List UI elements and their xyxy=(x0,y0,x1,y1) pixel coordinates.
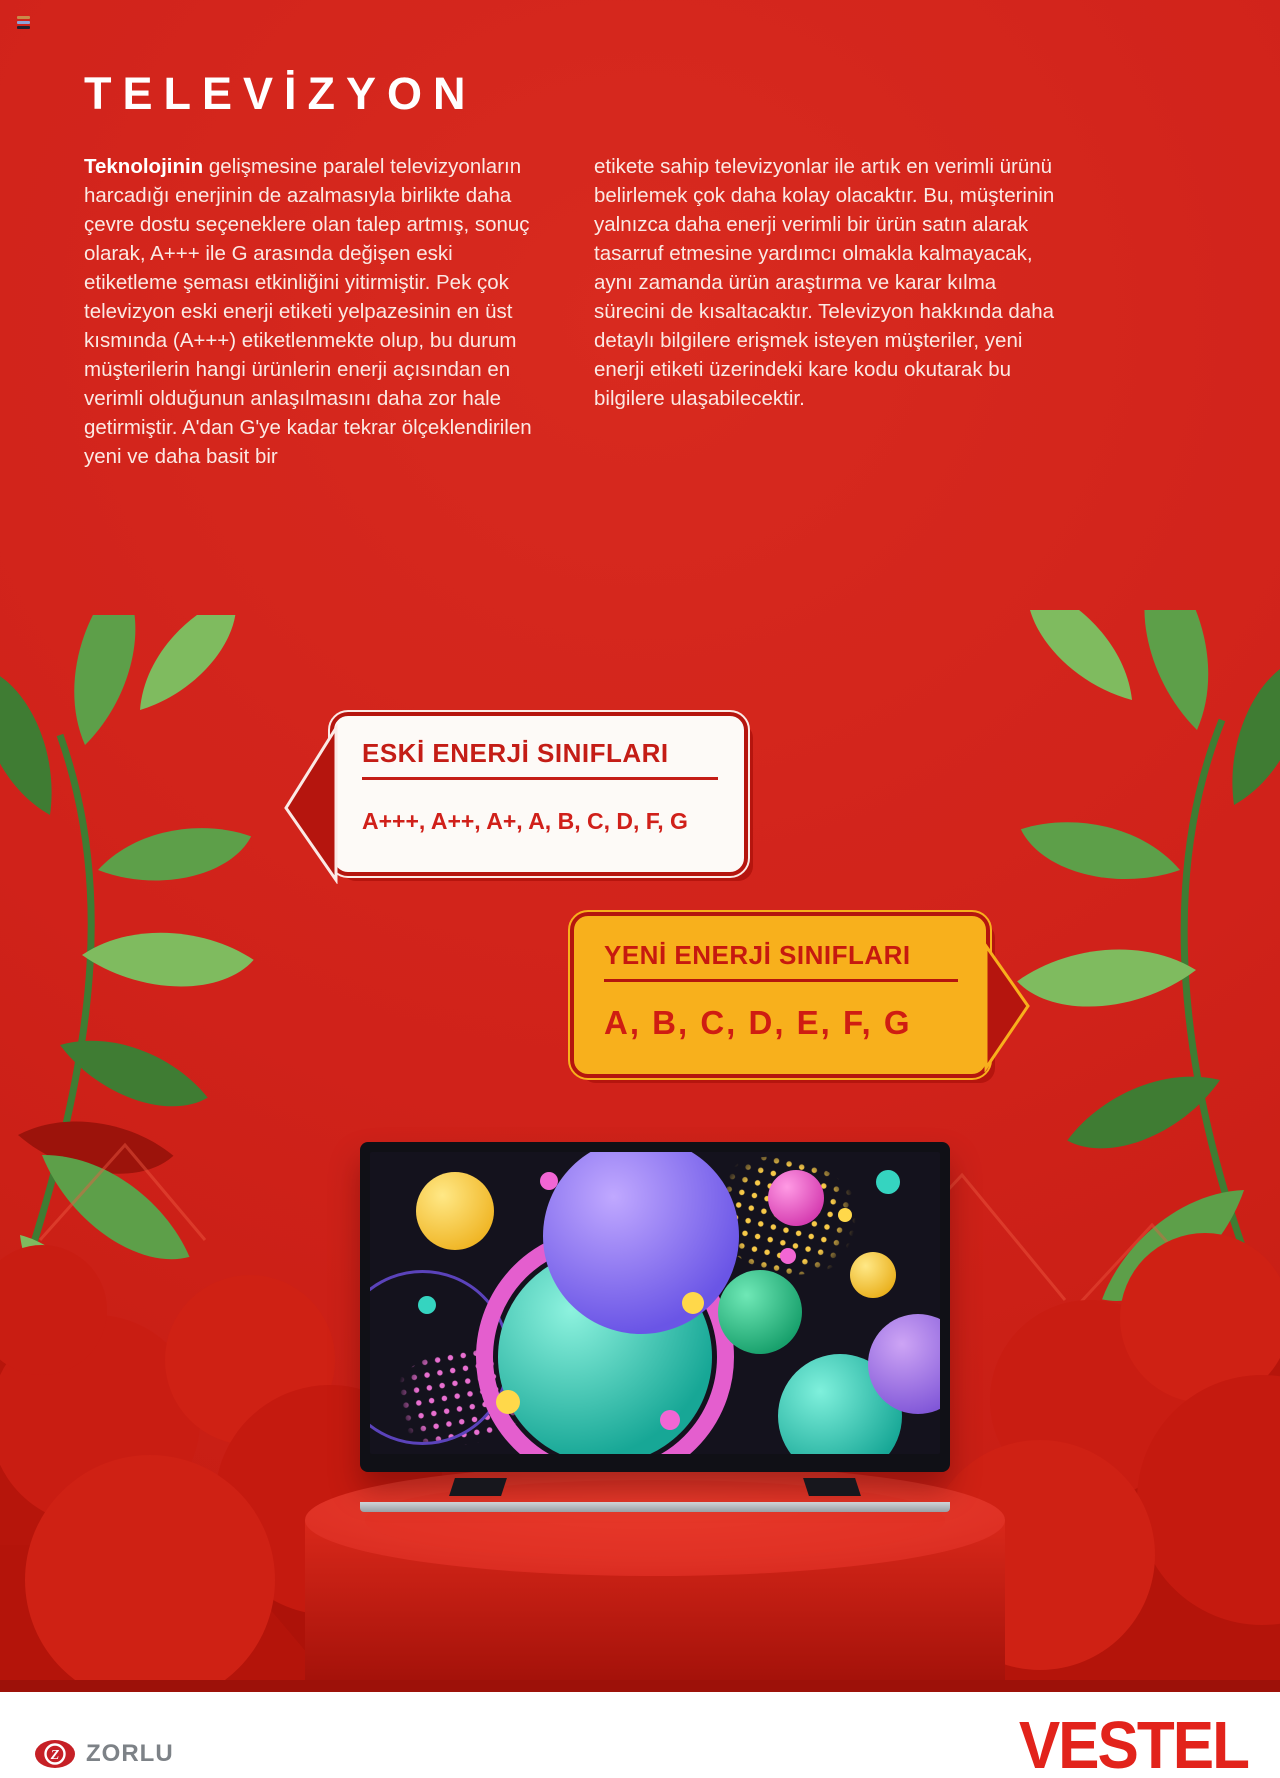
page-title: TELEVİZYON xyxy=(84,68,477,119)
title-underline xyxy=(604,979,958,982)
footer xyxy=(0,1692,1280,1778)
callout-tail-left xyxy=(284,724,338,884)
svg-text:Z: Z xyxy=(50,1748,60,1763)
zorlu-wordmark: ZORLU xyxy=(86,1740,174,1767)
tv-foot-left xyxy=(449,1478,507,1496)
television-product-image xyxy=(360,1142,950,1504)
article xyxy=(84,152,1064,471)
article-lead-word: Teknolojinin xyxy=(84,155,204,178)
article-left-column xyxy=(84,152,546,471)
tv-foot-right xyxy=(803,1478,861,1496)
zorlu-logo xyxy=(34,1738,174,1770)
vestel-logo: VESTEL xyxy=(1018,1708,1248,1778)
footer-divider-bar xyxy=(0,1680,1280,1692)
tv-screen-artwork xyxy=(370,1152,940,1454)
tv-frame xyxy=(360,1142,950,1472)
menu-icon[interactable] xyxy=(17,16,30,29)
article-right-column: etikete sahip televizyonlar ile artık en verimli ürünü belirlemek çok daha kolay olacaktır. Bu, müşterinin yalnızca daha enerji verimli bir ürün satın alarak tasarruf etmesine yardımcı olmakla kalmayacak, aynı zamanda ürün araştırma ve karar kılma sürecini de kısaltacaktır. Televizyon hakkında daha detaylı bilgilere erişmek isteyen müşteriler, yeni enerji etiketi üzerindeki kare kodu okutarak bu bilgilere ulaşabilecektir. xyxy=(594,155,1055,410)
old-energy-classes-title: ESKİ ENERJİ SINIFLARI xyxy=(362,738,669,768)
title-underline xyxy=(362,777,718,780)
old-energy-classes-list: A+++, A++, A+, A, B, C, D, F, G xyxy=(362,808,688,834)
old-energy-classes-callout xyxy=(330,712,748,876)
tv-base-bar xyxy=(360,1502,950,1512)
zorlu-logo-mark xyxy=(34,1738,78,1770)
article-left-text: gelişmesine paralel televizyonların harcadığı enerjinin de azalmasıyla birlikte daha çevre dostu seçeneklere olan talep artmış, sonuç olarak, A+++ ile G arasında değişen eski etiketleme şeması etkinliğini yitirmiştir. Pek çok televizyon eski enerji etiketi yelpazesinin en üst kısmında (A+++) etiketlenmekte olup, bu durum müşterilerin hangi ürünlerin enerji açısından en verimli olduğunun anlaşılmasını daha zor hale getirmiştir. A'dan G'ye kadar tekrar ölçeklendirilen yeni ve daha basit bir xyxy=(84,155,532,468)
new-energy-classes-title: YENİ ENERJİ SINIFLARI xyxy=(604,940,911,970)
new-energy-classes-list: A, B, C, D, E, F, G xyxy=(604,1004,912,1041)
